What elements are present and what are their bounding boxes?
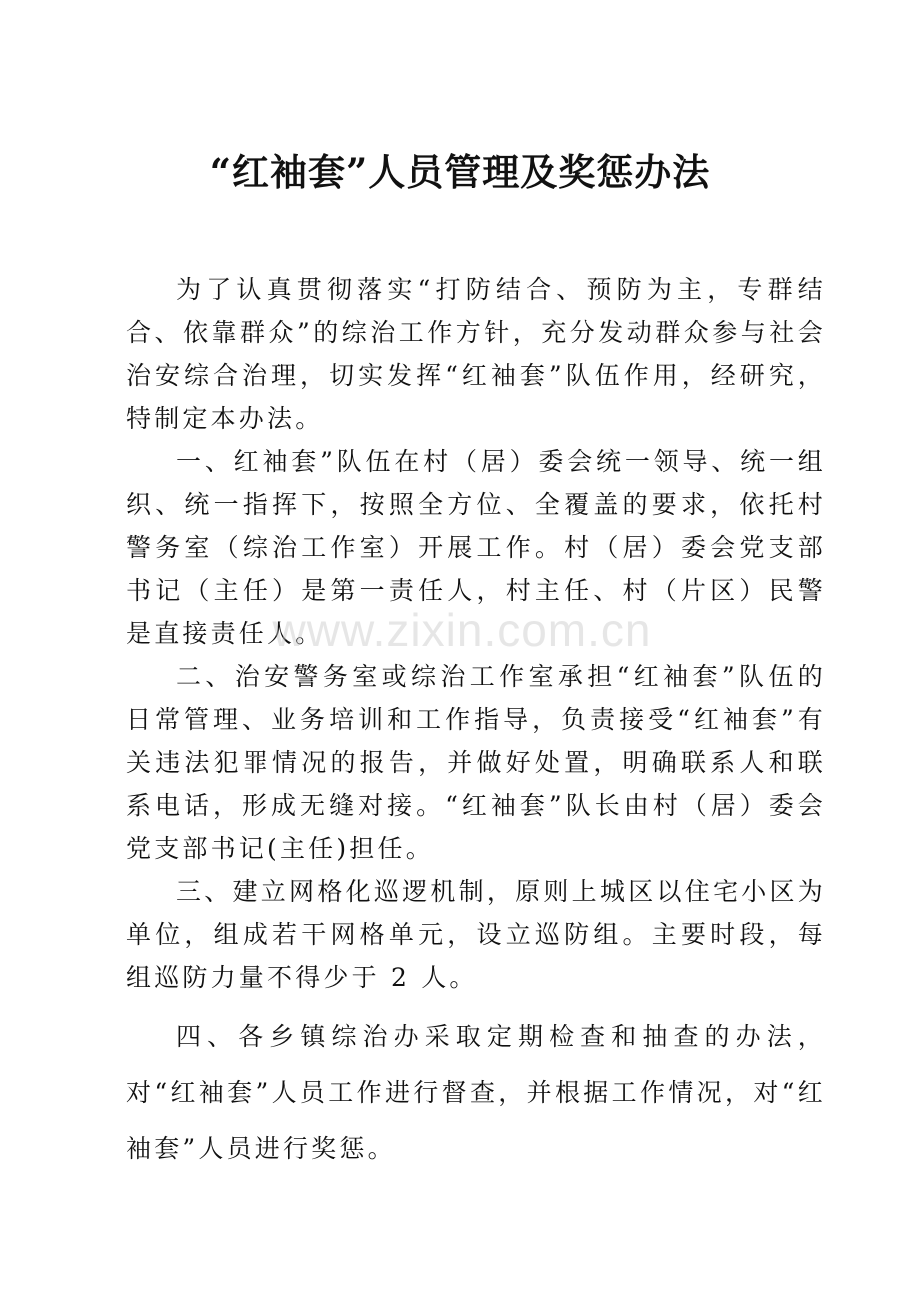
document-title: “红袖套”人员管理及奖惩办法 bbox=[209, 150, 711, 194]
watermark: www.zixin.com.cn bbox=[272, 604, 652, 656]
paragraph-intro: 为了认真贯彻落实“打防结合、预防为主，专群结合、依靠群众”的综治工作方针，充分发动群众参与社会治安综合治理，切实发挥“红袖套”队伍作用，经研究，特制定本办法。 bbox=[126, 275, 826, 433]
paragraph-item-1: 一、红袖套”队伍在村（居）委会统一领导、统一组织、统一指挥下，按照全方位、全覆盖的要求，依托村警务室（综治工作室）开展工作。村（居）委会党支部书记（主任）是第一责任人，村主任、村（片区）民警是直接责任人。 bbox=[126, 447, 826, 648]
paragraph-item-4: 四、各乡镇综治办采取定期检查和抽查的办法，对“红袖套”人员工作进行督查，并根据工作情况，对“红袖套”人员进行奖惩。 bbox=[126, 1022, 826, 1163]
paragraph-item-2: 二、治安警务室或综治工作室承担“红袖套”队伍的日常管理、业务培训和工作指导，负责接受“红袖套”有关违法犯罪情况的报告，并做好处置，明确联系人和联系电话，形成无缝对接。“红袖套”队长由村（居）委会党支部书记(主任)担任。 bbox=[126, 662, 826, 863]
paragraph-item-3: 三、建立网格化巡逻机制，原则上城区以住宅小区为单位，组成若干网格单元，设立巡防组。主要时段，每组巡防力量不得少于 2 人。 bbox=[126, 877, 826, 992]
document-body bbox=[126, 268, 826, 1177]
